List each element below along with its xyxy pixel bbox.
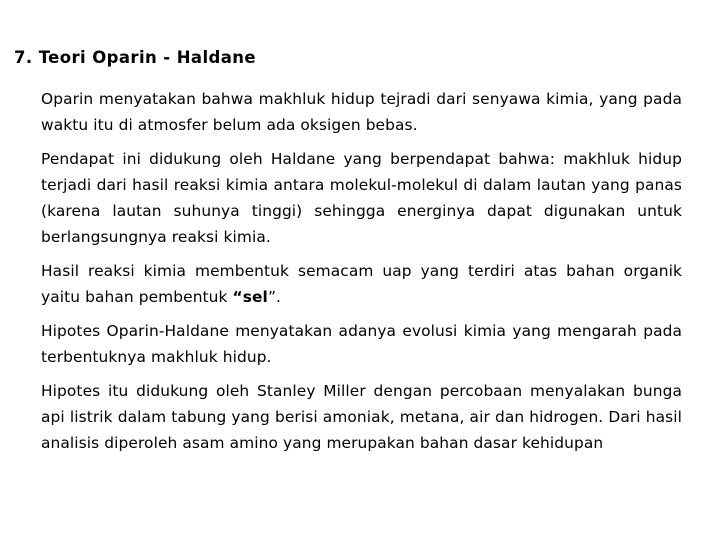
- paragraph-reaction-result-text: Hasil reaksi kimia membentuk semacam uap yang terdiri atas bahan organik yaitu bahan pembentuk: [41, 262, 682, 306]
- sel-term: “sel: [232, 288, 268, 306]
- paragraph-haldane: Pendapat ini didukung oleh Haldane yang berpendapat bahwa: makhluk hidup terjadi dari hasil reaksi kimia antara molekul-molekul di dalam lautan yang panas (karena lautan suhunya tinggi) sehingga energinya dapat digunakan untuk berlangsungnya reaksi kimia.: [41, 150, 682, 246]
- paragraph-miller: Hipotes itu didukung oleh Stanley Miller dengan percobaan menyalakan bunga api listrik dalam tabung yang berisi amoniak, metana, air dan hidrogen. Dari hasil analisis diperoleh asam amino yang merupakan bahan dasar kehidupan: [41, 382, 682, 452]
- heading-number: 7.: [14, 48, 33, 67]
- paragraph-reaction-result: [41, 258, 682, 310]
- heading-title: Teori Oparin - Haldane: [38, 48, 256, 67]
- paragraph-reaction-result-end: ”.: [267, 288, 282, 306]
- paragraph-oparin: Oparin menyatakan bahwa makhluk hidup tejradi dari senyawa kimia, yang pada waktu itu di atmosfer belum ada oksigen bebas.: [41, 90, 682, 134]
- section-heading: [14, 48, 256, 67]
- paragraph-hypothesis: Hipotes Oparin-Haldane menyatakan adanya evolusi kimia yang mengarah pada terbentuknya makhluk hidup.: [41, 322, 682, 366]
- body-text: [41, 86, 682, 456]
